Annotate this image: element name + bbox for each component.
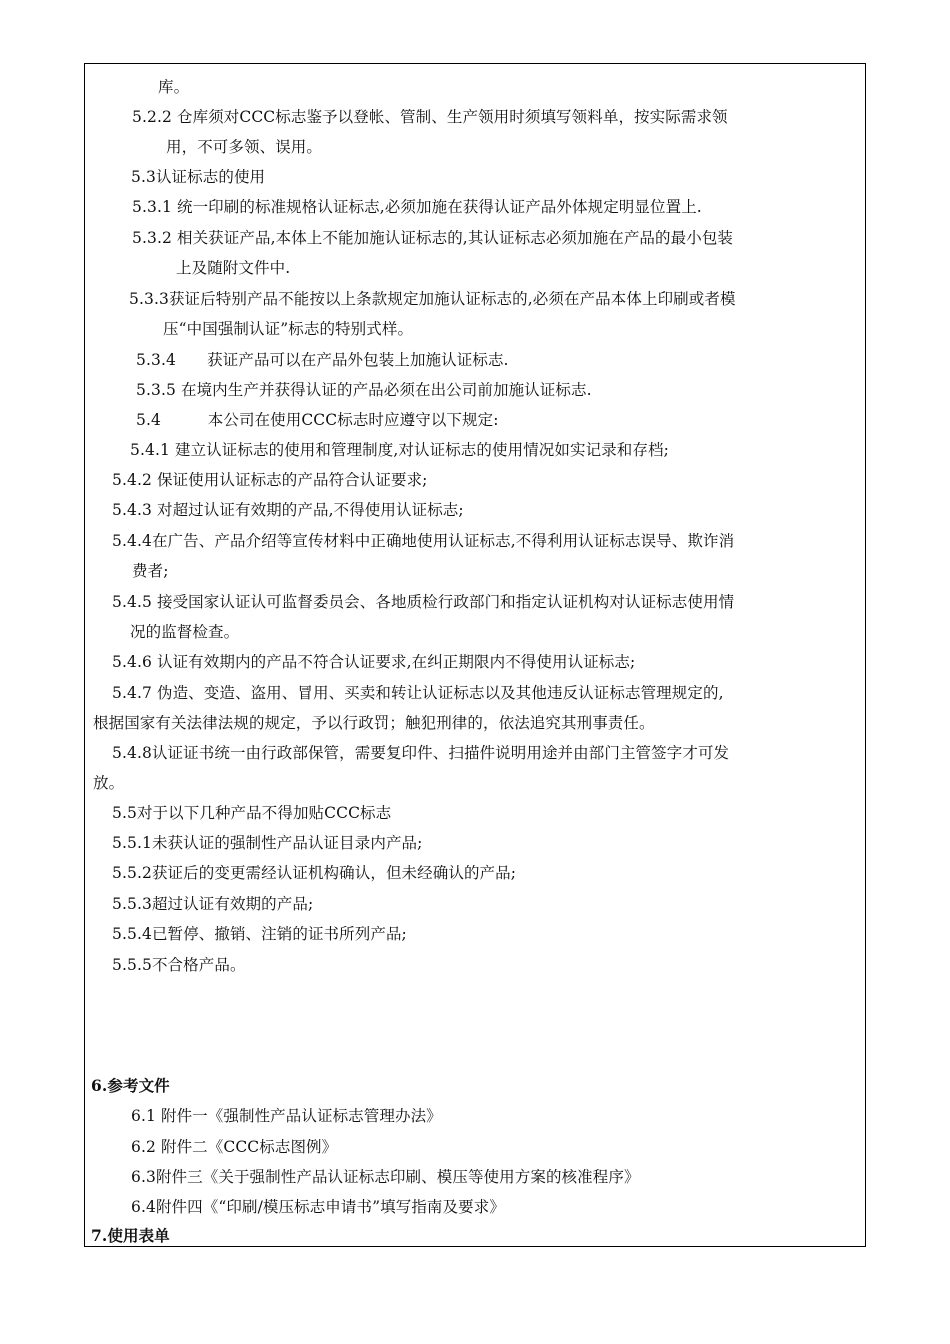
text-line: 5.3.2 相关获证产品,本体上不能加施认证标志的,其认证标志必须加施在产品的最小包装 [132, 229, 734, 247]
section-heading: 5.5对于以下几种产品不得加贴CCC标志 [112, 804, 392, 822]
reference-item: 6.2 附件二《CCC标志图例》 [131, 1138, 338, 1156]
text-line: 5.5.2获证后的变更需经认证机构确认，但未经确认的产品; [112, 864, 517, 882]
text-line: 费者; [132, 562, 169, 580]
text-line: 况的监督检查。 [130, 623, 240, 641]
text-line: 根据国家有关法律法规的规定，予以行政罚；触犯刑律的，依法追究其刑事责任。 [93, 714, 655, 732]
text-line: 用，不可多领、误用。 [166, 138, 323, 156]
section-heading: 5.3认证标志的使用 [131, 168, 266, 186]
text-line: 5.3.1 统一印刷的标准规格认证标志,必须加施在获得认证产品外体规定明显位置上. [132, 198, 702, 216]
section-title-forms: 7.使用表单 [91, 1226, 170, 1245]
text-line: 5.3.4 获证产品可以在产品外包装上加施认证标志. [136, 351, 509, 369]
text-line: 放。 [93, 774, 125, 792]
text-line: 库。 [158, 78, 190, 96]
text-line: 5.4.2 保证使用认证标志的产品符合认证要求; [112, 471, 428, 489]
text-line: 5.4.3 对超过认证有效期的产品,不得使用认证标志; [112, 501, 464, 519]
text-line: 上及随附文件中. [176, 259, 291, 277]
text-line: 5.5.3超过认证有效期的产品; [112, 895, 314, 913]
text-line: 5.5.5不合格产品。 [112, 956, 246, 974]
text-line: 5.4.1 建立认证标志的使用和管理制度,对认证标志的使用情况如实记录和存档; [130, 441, 669, 459]
text-line: 5.5.1未获认证的强制性产品认证目录内产品; [112, 834, 423, 852]
section-title-references: 6.参考文件 [91, 1076, 170, 1095]
text-line: 压“中国强制认证”标志的特别式样。 [163, 320, 414, 338]
reference-item: 6.3附件三《关于强制性产品认证标志印刷、模压等使用方案的核准程序》 [131, 1168, 640, 1186]
reference-item: 6.1 附件一《强制性产品认证标志管理办法》 [131, 1107, 442, 1125]
text-line: 5.4.5 接受国家认证认可监督委员会、各地质检行政部门和指定认证机构对认证标志使用情 [112, 593, 735, 611]
text-line: 5.2.2 仓库须对CCC标志鉴予以登帐、管制、生产领用时须填写领料单，按实际需求领 [132, 108, 728, 126]
section-heading: 5.4 本公司在使用CCC标志时应遵守以下规定: [136, 411, 499, 429]
text-line: 5.4.6 认证有效期内的产品不符合认证要求,在纠正期限内不得使用认证标志; [112, 653, 636, 671]
text-line: 5.4.8认证证书统一由行政部保管，需要复印件、扫描件说明用途并由部门主管签字才可发 [112, 744, 730, 762]
text-line: 5.5.4已暂停、撤销、注销的证书所列产品; [112, 925, 407, 943]
text-line: 5.3.3获证后特别产品不能按以上条款规定加施认证标志的,必须在产品本体上印刷或者模 [129, 290, 736, 308]
reference-item: 6.4附件四《“印刷/模压标志申请书”填写指南及要求》 [131, 1198, 505, 1216]
text-line: 5.3.5 在境内生产并获得认证的产品必须在出公司前加施认证标志. [136, 381, 592, 399]
text-line: 5.4.4在广告、产品介绍等宣传材料中正确地使用认证标志,不得利用认证标志误导、欺诈消 [112, 532, 735, 550]
text-line: 5.4.7 伪造、变造、盗用、冒用、买卖和转让认证标志以及其他违反认证标志管理规定的, [112, 684, 724, 702]
